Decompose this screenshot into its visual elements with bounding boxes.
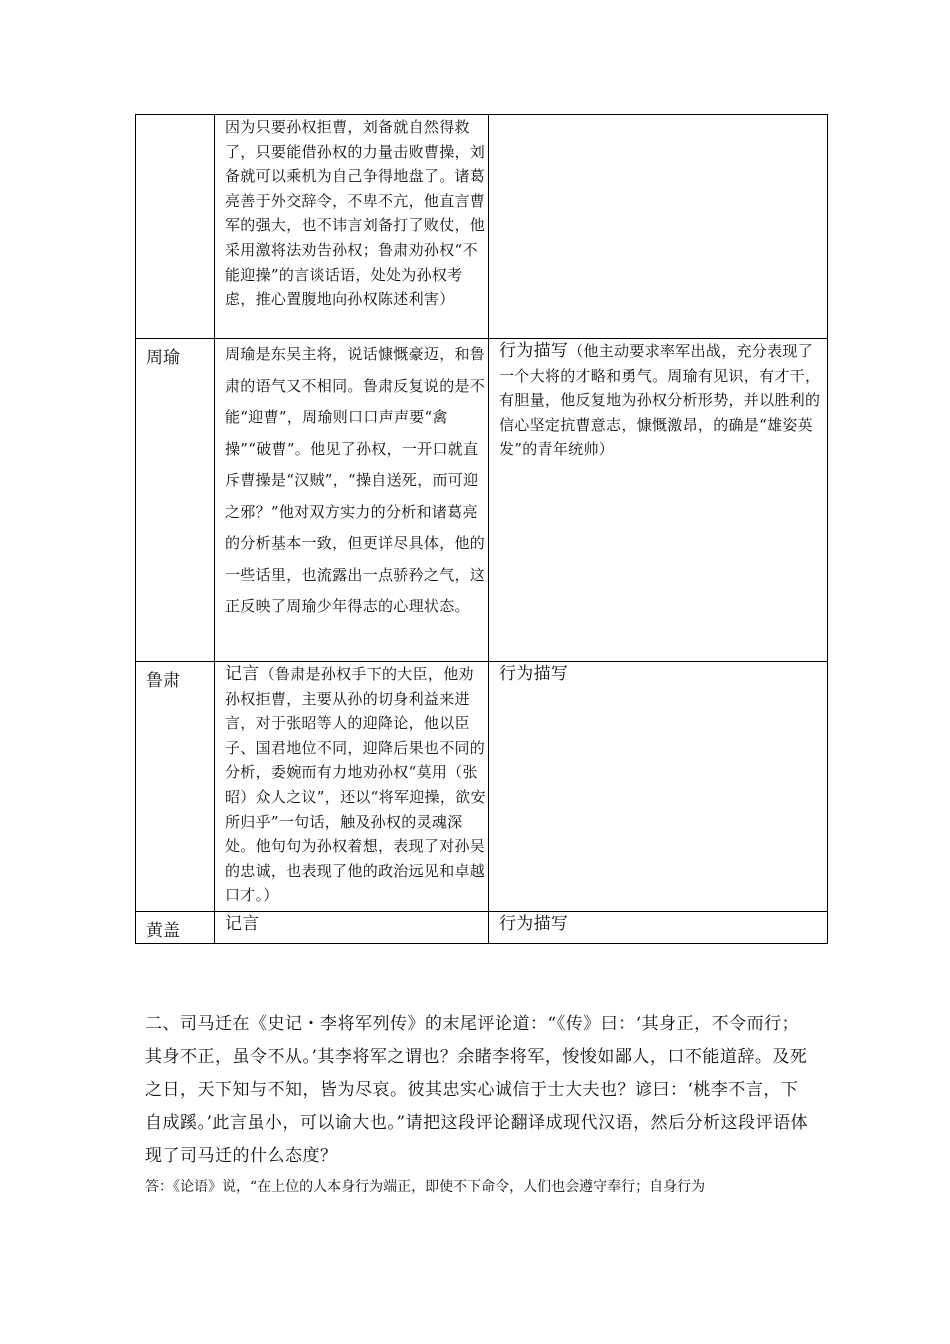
character-name: 鲁肃 <box>146 671 180 691</box>
character-name: 周瑜 <box>146 348 180 368</box>
name-cell <box>136 339 215 662</box>
action-heading: 行为描写 <box>499 664 569 684</box>
table-row <box>136 912 828 944</box>
name-cell <box>136 912 215 944</box>
speech-text: （鲁肃是孙权手下的大臣，他劝孙权拒曹，主要从孙的切身利益来进言，对于张昭等人的迎降论，他以臣子、国君地位不同，迎降后果也不同的分析，委婉而有力地劝孙权“莫用（张昭）众人之议”，还以“将军迎操，欲安所归乎”一句话，触及孙权的灵魂深处。他句句为孙权着想，表现了对孙吴的忠诚，也表现了他的政治远见和卓越口才。） <box>225 665 486 905</box>
action-cell <box>489 662 828 912</box>
action-heading: 行为描写 <box>499 914 569 934</box>
speech-heading: 记言 <box>225 664 260 684</box>
speech-cell <box>215 115 489 339</box>
action-cell <box>489 115 828 339</box>
speech-heading: 记言 <box>225 914 260 934</box>
character-analysis-table <box>135 114 828 944</box>
speech-cell <box>215 339 489 662</box>
speech-text: 因为只要孙权拒曹，刘备就自然得救了，只要能借孙权的力量击败曹操，刘备就可以乘机为自己争得地盘了。诸葛亮善于外交辞令，不卑不亢，他直言曹军的强大，也不讳言刘备打了败仗，他采用激将法劝告孙权；鲁肃劝孙权“不能迎操”的言谈话语，处处为孙权考虑，推心置腹地向孙权陈述利害） <box>225 118 486 309</box>
table-row <box>136 115 828 339</box>
speech-cell <box>215 662 489 912</box>
answer-paragraph: 答：《论语》说，“在上位的人本身行为端正，即使不下命令，人们也会遵守奉行；自身行为 <box>145 1179 706 1195</box>
question-paragraph: 二、司马迁在《史记・李将军列传》的末尾评论道：“《传》曰：‘其身正，不令而行；其身不正，虽令不从。’其李将军之谓也？余睹李将军，悛悛如鄙人，口不能道辞。及死之日，天下知与不知，皆为尽哀。彼其忠实心诚信于士大夫也？谚曰：‘桃李不言，下自成蹊。’此言虽小，可以谕大也。”请把这段评论翻译成现代汉语，然后分析这段评语体现了司马迁的什么态度？ <box>145 1014 809 1166</box>
speech-cell <box>215 912 489 944</box>
character-name: 黄盖 <box>146 921 180 941</box>
action-text: （他主动要求率军出战，充分表现了一个大将的才略和勇气。周瑜有见识，有才干，有胆量，他反复地为孙权分析形势，并以胜利的信心坚定抗曹意志，慷慨激昂，的确是“雄姿英发”的青年统帅） <box>499 342 821 459</box>
action-cell <box>489 912 828 944</box>
action-heading: 行为描写 <box>499 341 569 361</box>
action-cell <box>489 339 828 662</box>
table-row <box>136 662 828 912</box>
name-cell <box>136 662 215 912</box>
table-row <box>136 339 828 662</box>
name-cell <box>136 115 215 339</box>
speech-text: 周瑜是东吴主将，说话慷慨豪迈，和鲁肃的语气又不相同。鲁肃反复说的是不能“迎曹”，周瑜则口口声声要“禽操”“破曹”。他见了孙权，一开口就直斥曹操是“汉贼”，“操自送死，而可迎之邪？”他对双方实力的分析和诸葛亮的分析基本一致，但更详尽具体，他的一些话里，也流露出一点骄矜之气，这正反映了周瑜少年得志的心理状态。 <box>225 345 486 615</box>
